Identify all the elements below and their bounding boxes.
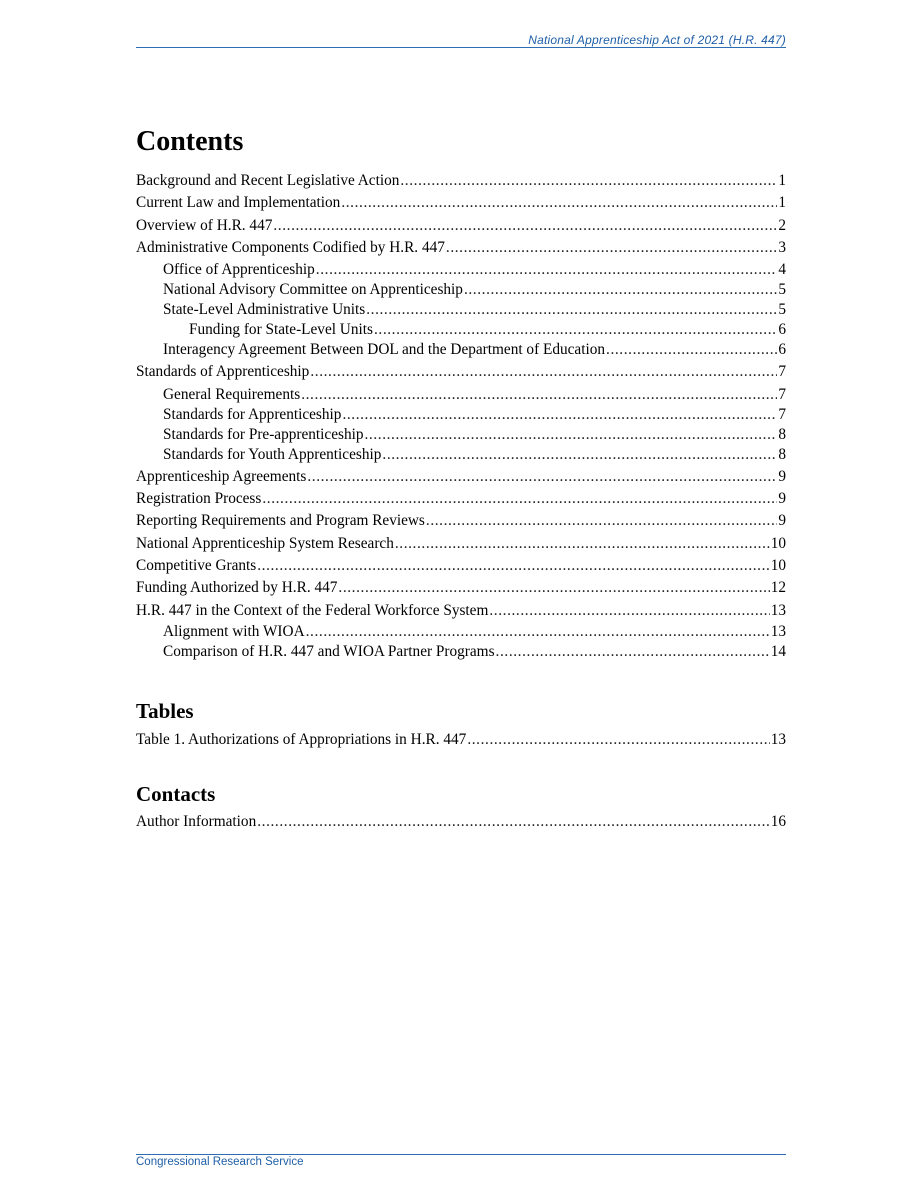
dot-leader [262,489,777,509]
toc-entry-title: Standards for Youth Apprenticeship [163,445,382,463]
toc-page-number: 4 [778,260,786,278]
dot-leader [374,320,777,340]
toc-page-number: 1 [778,172,786,189]
footer-rule [136,1154,786,1155]
dot-leader [489,601,769,621]
toc-entry-overview[interactable] [136,216,786,236]
toc-page-number: 9 [778,467,786,485]
toc-entry-standards-youth[interactable] [136,445,786,465]
toc-entry-title: Background and Recent Legislative Action [136,172,400,189]
contents-heading: Contents [136,126,244,157]
toc-entry-alignment-wioa[interactable] [136,622,786,642]
table-of-contents [136,124,786,832]
dot-leader [342,405,777,425]
toc-entry-research[interactable] [136,534,786,554]
toc-entry-title: Current Law and Implementation [136,194,341,212]
toc-entry-title: Administrative Components Codified by H.R. 447 [136,238,445,256]
toc-entry-title: Interagency Agreement Between DOL and the Department of Education [163,340,606,358]
toc-entry-standards-pre-apprenticeship[interactable] [136,425,786,445]
toc-entry-title: Funding for State-Level Units [189,320,373,338]
tables-heading: Tables [136,698,194,723]
toc-entry-general-requirements[interactable] [136,385,786,405]
dot-leader [467,730,769,750]
toc-entry-funding-authorized[interactable] [136,578,786,598]
contacts-heading: Contacts [136,781,216,806]
toc-entry-background[interactable] [136,171,786,191]
toc-entry-title: Standards for Apprenticeship [163,405,342,423]
toc-entry-title: Standards for Pre-apprenticeship [163,425,364,443]
header-rule [136,47,786,48]
toc-entry-title: State-Level Administrative Units [163,300,366,318]
toc-page-number: 13 [770,622,786,640]
toc-page-number: 16 [770,812,786,830]
toc-page-number: 13 [770,730,786,748]
dot-leader [382,445,777,465]
dot-leader [366,300,777,320]
toc-entry-title: Alignment with WIOA [163,622,305,640]
dot-leader [306,622,770,642]
toc-entry-title: Office of Apprenticeship [163,260,315,278]
running-footer: Congressional Research Service [136,1156,304,1168]
toc-entry-standards-apprenticeship[interactable] [136,405,786,425]
toc-entry-title: Table 1. Authorizations of Appropriations in H.R. 447 [136,730,467,748]
dot-leader [307,467,777,487]
toc-entry-agreements[interactable] [136,467,786,487]
toc-page-number: 9 [778,490,786,508]
toc-page-number: 8 [778,425,786,443]
toc-page-number: 10 [770,557,786,575]
toc-entry-advisory-committee[interactable] [136,280,786,300]
toc-entry-title: Reporting Requirements and Program Reviews [136,512,425,530]
toc-entry-federal-workforce[interactable] [136,601,786,621]
toc-entry-title: Apprenticeship Agreements [136,467,307,485]
toc-page-number: 14 [770,642,786,660]
dot-leader [464,280,777,300]
dot-leader [257,812,769,832]
dot-leader [395,534,770,554]
toc-entry-title: Registration Process [136,490,262,508]
toc-page-number: 6 [778,340,786,358]
toc-page-number: 3 [778,238,786,256]
dot-leader [446,238,777,258]
toc-page-number: 10 [770,534,786,552]
tables-list [136,730,786,750]
toc-page-number: 7 [778,362,786,380]
toc-page-number: 7 [778,385,786,403]
toc-entry-registration[interactable] [136,489,786,509]
toc-page-number: 2 [778,216,786,234]
dot-leader [400,171,777,191]
toc-entry-office-of-apprenticeship[interactable] [136,260,786,280]
dot-leader [606,340,777,360]
toc-page-number: 9 [778,512,786,530]
toc-page-number: 8 [778,445,786,463]
toc-entry-table-1[interactable] [136,730,786,750]
toc-entry-competitive-grants[interactable] [136,556,786,576]
toc-entry-title: Standards of Apprenticeship [136,362,310,380]
toc-entry-title: Author Information [136,812,257,830]
toc-entry-title: Overview of H.R. 447 [136,216,273,234]
toc-entry-title: Comparison of H.R. 447 and WIOA Partner Programs [163,642,495,660]
dot-leader [257,556,769,576]
dot-leader [365,425,778,445]
toc-page-number: 6 [778,320,786,338]
toc-entry-current-law[interactable] [136,193,786,213]
toc-entry-title: National Apprenticeship System Research [136,534,394,552]
toc-entry-title: National Advisory Committee on Apprenticeship [163,280,463,298]
toc-entry-title: General Requirements [163,385,301,403]
toc-entry-author-information[interactable] [136,812,786,832]
toc-entry-funding-state-units[interactable] [136,320,786,340]
dot-leader [301,385,777,405]
toc-entry-title: Competitive Grants [136,557,257,575]
dot-leader [338,578,769,598]
toc-entry-reporting[interactable] [136,511,786,531]
toc-entry-standards[interactable] [136,362,786,382]
toc-entry-state-level-units[interactable] [136,300,786,320]
dot-leader [341,193,777,213]
dot-leader [426,511,777,531]
toc-entry-comparison-wioa[interactable] [136,642,786,662]
toc-entry-administrative-components[interactable] [136,238,786,258]
toc-page-number: 13 [770,601,786,619]
dot-leader [496,642,770,662]
toc-entry-title: H.R. 447 in the Context of the Federal Workforce System [136,601,489,619]
toc-entry-interagency-agreement[interactable] [136,340,786,360]
dot-leader [310,362,777,382]
contents-list [136,171,786,662]
toc-page-number: 1 [778,194,786,212]
toc-page-number: 12 [770,579,786,597]
dot-leader [316,260,778,280]
contacts-list [136,812,786,832]
running-header: National Apprenticeship Act of 2021 (H.R. 447) [528,33,786,47]
toc-page-number: 5 [778,300,786,318]
toc-entry-title: Funding Authorized by H.R. 447 [136,579,338,597]
toc-page-number: 5 [778,280,786,298]
toc-page-number: 7 [778,405,786,423]
dot-leader [273,216,777,236]
